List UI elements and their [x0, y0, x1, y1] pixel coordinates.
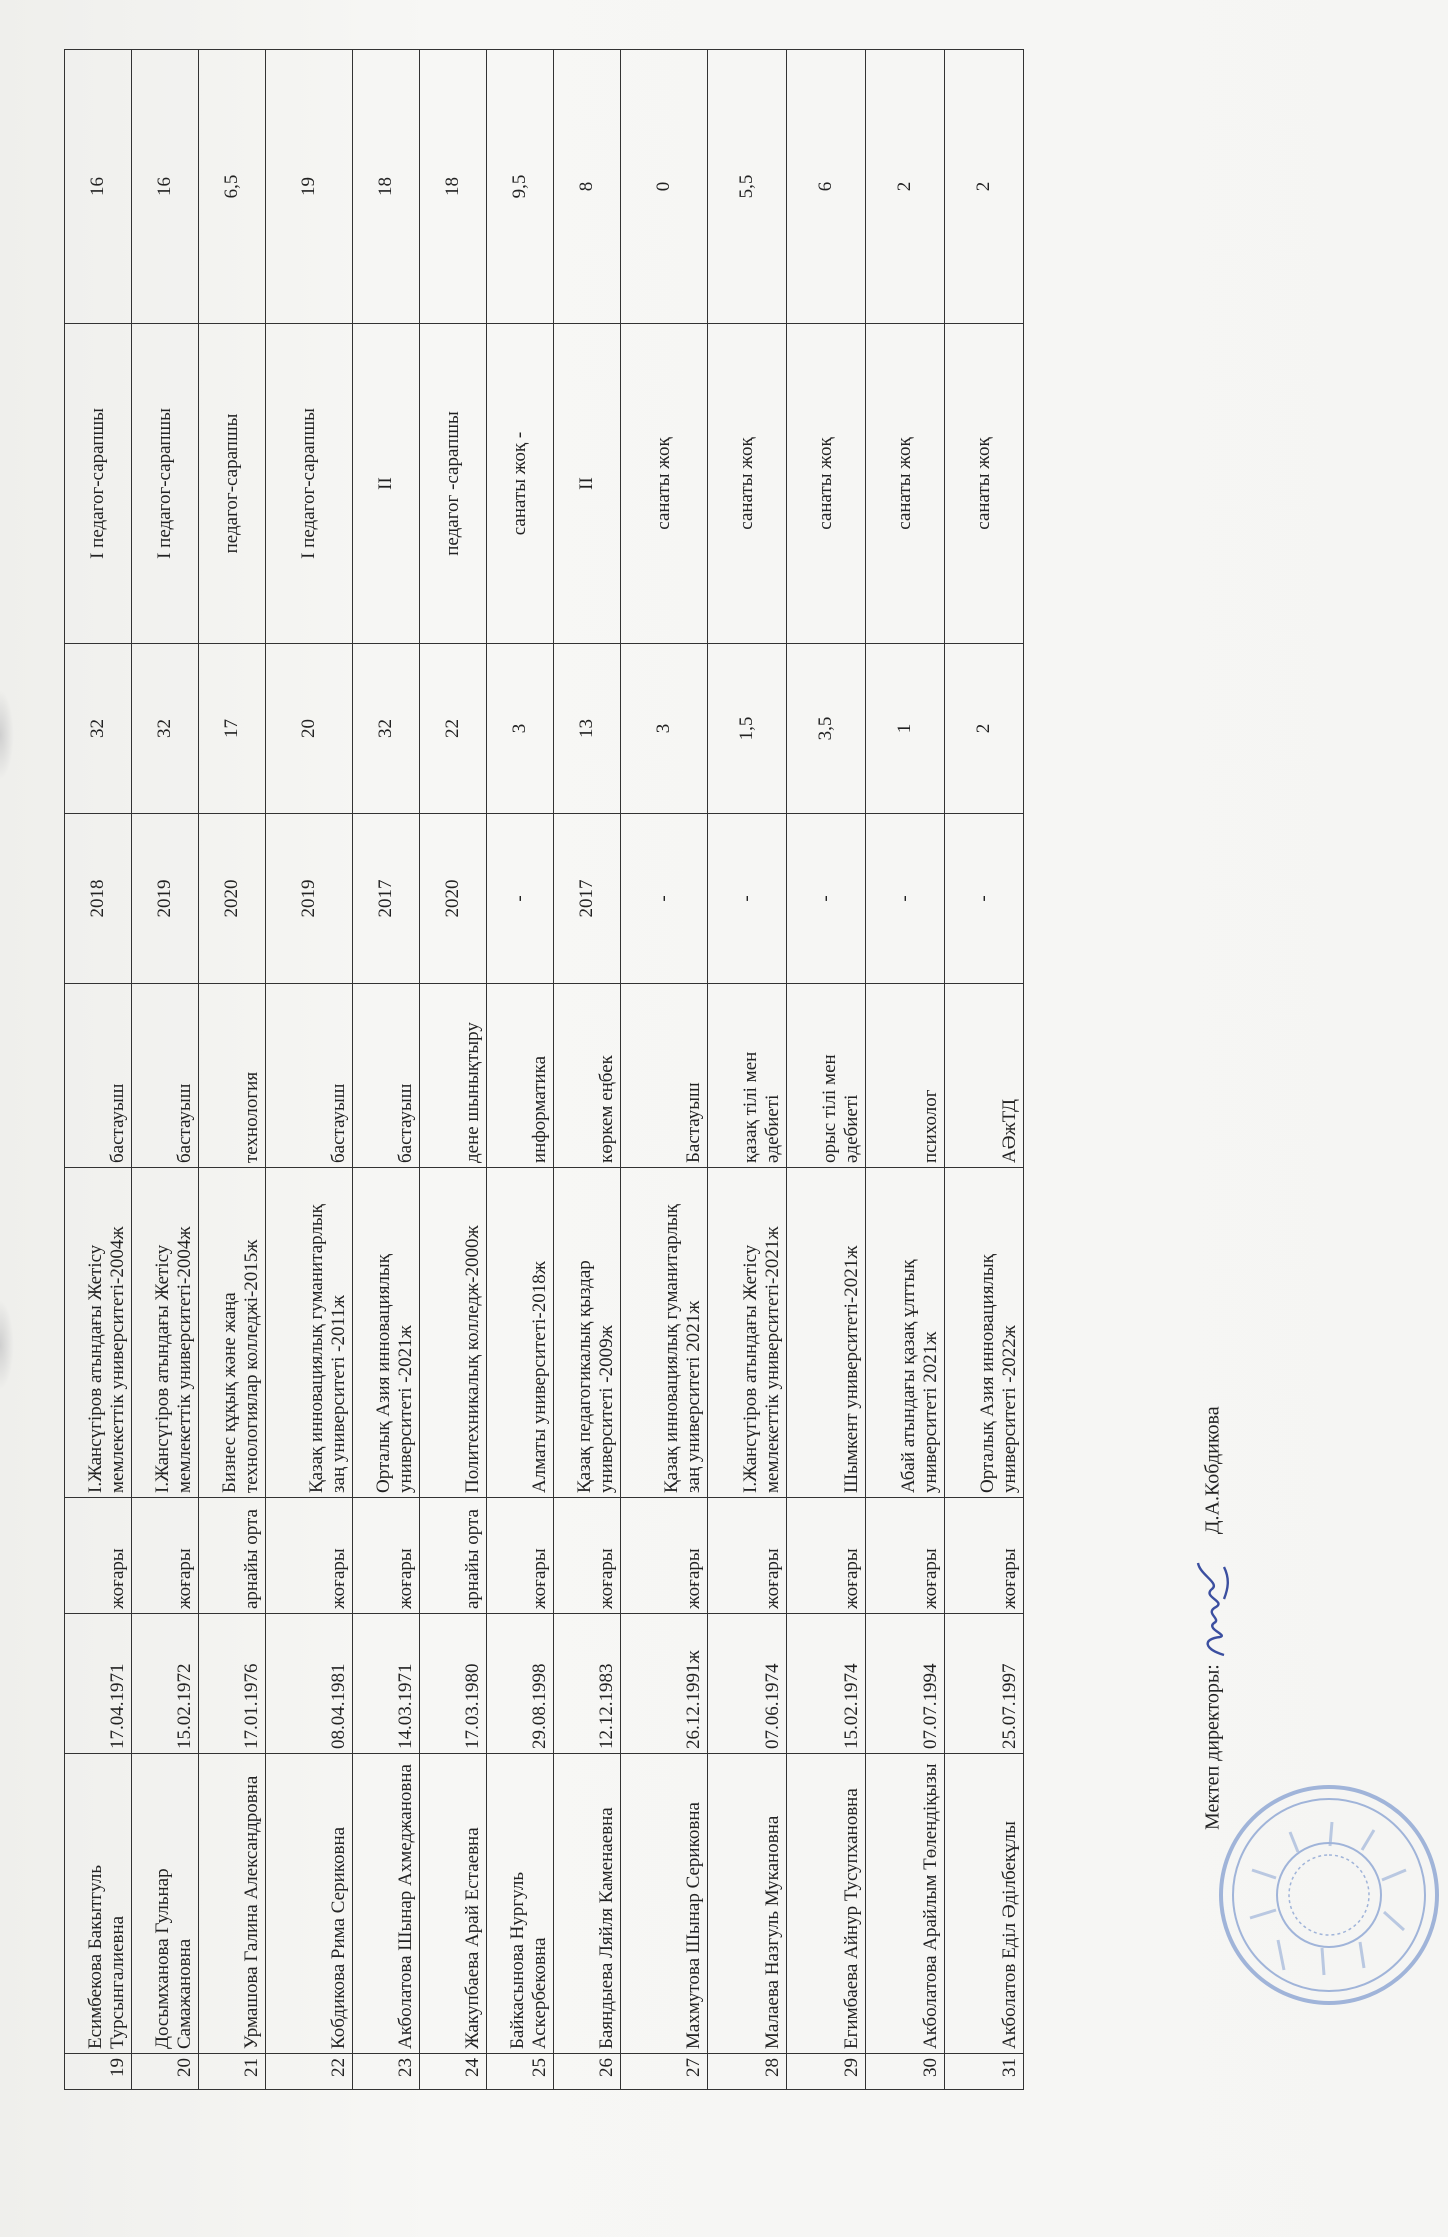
edu-cell: жоғары: [621, 1498, 708, 1614]
edu-cell: жоғары: [132, 1498, 199, 1614]
inst-line2: университеті 2021ж: [920, 1331, 941, 1493]
category-cell: ІІ: [353, 324, 420, 644]
subject-cell: [787, 984, 866, 1168]
year-cell: 2017: [554, 814, 621, 984]
edu-cell: жоғары: [945, 1498, 1024, 1614]
name-line1: Кобдикова Рима Сериковна: [328, 1826, 349, 2049]
name-cell: [199, 1754, 266, 2054]
inst-line1: І.Жансүгіров атындағы Жетісу: [740, 1244, 761, 1493]
name-cell: [554, 1754, 621, 2054]
birth-cell: 17.01.1976: [199, 1614, 266, 1754]
edu-cell: жоғары: [787, 1498, 866, 1614]
subject-line1: қазақ тілі мен: [740, 1051, 761, 1163]
name-line1: Махмутова Шынар Сериковна: [683, 1802, 704, 2049]
exp-cell: 17: [199, 644, 266, 814]
year-cell: 2018: [65, 814, 132, 984]
category-cell: І педагог-сарапшы: [266, 324, 353, 644]
subject-line2: АӘжТД: [999, 1099, 1020, 1163]
edu-cell: жоғары: [266, 1498, 353, 1614]
table-row: [487, 50, 554, 2090]
inst-line2: заң университеті 2021ж: [683, 1300, 704, 1493]
table-row: [945, 50, 1024, 2090]
inst-line2: мемлекеттік университеті-2004ж: [107, 1226, 128, 1493]
category-cell: І педагог-сарапшы: [65, 324, 132, 644]
year-cell: -: [708, 814, 787, 984]
name-line1: Акболатова Арайлым Төлендіқызы: [920, 1763, 941, 2049]
subject-line2: көркем еңбек: [596, 1055, 617, 1163]
category-cell: санаты жоқ: [621, 324, 708, 644]
year-cell: -: [945, 814, 1024, 984]
exp-cell: 32: [132, 644, 199, 814]
inst-cell: [708, 1168, 787, 1498]
name-line1: Акболатова Шынар Ахмеджановна: [395, 1764, 416, 2049]
name-cell: [487, 1754, 554, 2054]
hours-cell: 16: [132, 50, 199, 324]
edu-cell: жоғары: [554, 1498, 621, 1614]
inst-line2: заң университеті -2011ж: [328, 1295, 349, 1493]
subject-cell: [866, 984, 945, 1168]
birth-cell: 25.07.1997: [945, 1614, 1024, 1754]
birth-cell: 26.12.1991ж: [621, 1614, 708, 1754]
name-cell: [266, 1754, 353, 2054]
hours-cell: 6,5: [199, 50, 266, 324]
no-cell: 30: [866, 2054, 945, 2090]
birth-cell: 12.12.1983: [554, 1614, 621, 1754]
subject-cell: [945, 984, 1024, 1168]
no-cell: 24: [420, 2054, 487, 2090]
inst-line1: Политехникалық колледж-2000ж: [462, 1225, 483, 1493]
table-row: [420, 50, 487, 2090]
category-cell: санаты жоқ: [866, 324, 945, 644]
staff-table: [64, 49, 1024, 2090]
category-cell: санаты жоқ: [708, 324, 787, 644]
director-name: Д.А.Кобдикова: [1201, 1406, 1224, 1535]
inst-line2: университеті -2009ж: [596, 1325, 617, 1493]
inst-cell: [266, 1168, 353, 1498]
subject-cell: [621, 984, 708, 1168]
rotated-sheet: [64, 50, 1364, 2090]
edu-cell: жоғары: [353, 1498, 420, 1614]
exp-cell: 3: [487, 644, 554, 814]
hours-cell: 2: [866, 50, 945, 324]
exp-cell: 1: [866, 644, 945, 814]
subject-line2: әдебиеті: [841, 1094, 862, 1163]
no-cell: 20: [132, 2054, 199, 2090]
birth-cell: 07.06.1974: [708, 1614, 787, 1754]
table-row: [65, 50, 132, 2090]
birth-cell: 15.02.1972: [132, 1614, 199, 1754]
school-seal-stamp: [1214, 1780, 1444, 2010]
table-row: [353, 50, 420, 2090]
inst-cell: [787, 1168, 866, 1498]
category-cell: педагог -сарапшы: [420, 324, 487, 644]
exp-cell: 32: [353, 644, 420, 814]
name-cell: [353, 1754, 420, 2054]
subject-cell: [266, 984, 353, 1168]
year-cell: -: [487, 814, 554, 984]
inst-cell: [353, 1168, 420, 1498]
inst-line1: Бизнес құқық және жаңа: [219, 1292, 240, 1493]
year-cell: -: [866, 814, 945, 984]
subject-line2: дене шынықтыру: [462, 1022, 483, 1163]
category-cell: І педагог-сарапшы: [132, 324, 199, 644]
exp-cell: 13: [554, 644, 621, 814]
hours-cell: 18: [420, 50, 487, 324]
name-cell: [945, 1754, 1024, 2054]
name-line2: Турсынгалиевна: [107, 1915, 128, 2049]
no-cell: 19: [65, 2054, 132, 2090]
subject-line2: Бастауыш: [683, 1082, 704, 1163]
inst-line1: Қазақ педагогикалық қыздар: [574, 1260, 595, 1493]
table-row: [708, 50, 787, 2090]
handwritten-signature: [1194, 1539, 1234, 1659]
subject-line2: бастауыш: [174, 1083, 195, 1163]
name-cell: [132, 1754, 199, 2054]
subject-line2: бастауыш: [107, 1083, 128, 1163]
table-row: [866, 50, 945, 2090]
no-cell: 23: [353, 2054, 420, 2090]
name-cell: [420, 1754, 487, 2054]
director-label: Мектеп директоры:: [1201, 1664, 1224, 1830]
hours-cell: 8: [554, 50, 621, 324]
edu-cell: жоғары: [487, 1498, 554, 1614]
no-cell: 31: [945, 2054, 1024, 2090]
table-row: [199, 50, 266, 2090]
inst-line1: Қазақ инновациялық гуманитарлық: [661, 1204, 682, 1493]
no-cell: 28: [708, 2054, 787, 2090]
inst-cell: [621, 1168, 708, 1498]
hours-cell: 19: [266, 50, 353, 324]
inst-line1: Абай атындағы қазақ ұлттық: [898, 1259, 919, 1493]
table-row: [132, 50, 199, 2090]
inst-line1: Орталық Азия инновациялық: [373, 1254, 394, 1493]
hours-cell: 2: [945, 50, 1024, 324]
subject-line2: информатика: [529, 1055, 550, 1163]
name-line1: Байкасынова Нургуль Аскербековна: [507, 1872, 550, 2049]
name-cell: [708, 1754, 787, 2054]
inst-cell: [420, 1168, 487, 1498]
hours-cell: 18: [353, 50, 420, 324]
edu-cell: арнайы орта: [199, 1498, 266, 1614]
name-line1: Урмашова Галина Александровна: [241, 1775, 262, 2049]
inst-cell: [132, 1168, 199, 1498]
birth-cell: 07.07.1994: [866, 1614, 945, 1754]
inst-cell: [487, 1168, 554, 1498]
name-line1: Акболатов Еділ Әділбекұлы: [999, 1821, 1020, 2049]
inst-line1: Алматы университеті-2018ж: [529, 1261, 550, 1493]
inst-cell: [65, 1168, 132, 1498]
edu-cell: арнайы орта: [420, 1498, 487, 1614]
table-row: [787, 50, 866, 2090]
hours-cell: 5,5: [708, 50, 787, 324]
subject-cell: [708, 984, 787, 1168]
subject-cell: [487, 984, 554, 1168]
name-cell: [621, 1754, 708, 2054]
subject-cell: [199, 984, 266, 1168]
inst-cell: [945, 1168, 1024, 1498]
inst-line1: І.Жансүгіров атындағы Жетісу: [85, 1244, 106, 1493]
signature-line: [1194, 1406, 1234, 1830]
scan-shadow: [0, 690, 14, 780]
inst-line1: Қазақ инновациялық гуманитарлық: [306, 1204, 327, 1493]
exp-cell: 32: [65, 644, 132, 814]
category-cell: санаты жоқ: [945, 324, 1024, 644]
no-cell: 29: [787, 2054, 866, 2090]
inst-line2: Шымкент университеті-2021ж: [841, 1245, 862, 1493]
subject-cell: [420, 984, 487, 1168]
inst-line2: технологиялар колледжі-2015ж: [241, 1239, 262, 1493]
birth-cell: 15.02.1974: [787, 1614, 866, 1754]
subject-line2: психолог: [920, 1089, 941, 1163]
year-cell: 2019: [132, 814, 199, 984]
no-cell: 22: [266, 2054, 353, 2090]
category-cell: санаты жоқ -: [487, 324, 554, 644]
edu-cell: жоғары: [708, 1498, 787, 1614]
exp-cell: 1,5: [708, 644, 787, 814]
inst-cell: [866, 1168, 945, 1498]
category-cell: санаты жоқ: [787, 324, 866, 644]
exp-cell: 3,5: [787, 644, 866, 814]
birth-cell: 17.04.1971: [65, 1614, 132, 1754]
category-cell: педагог-сарапшы: [199, 324, 266, 644]
exp-cell: 20: [266, 644, 353, 814]
birth-cell: 17.03.1980: [420, 1614, 487, 1754]
birth-cell: 29.08.1998: [487, 1614, 554, 1754]
inst-line1: Орталық Азия инновациялық: [977, 1254, 998, 1493]
name-line1: Есимбекова Бакытгуль: [85, 1865, 106, 2049]
inst-line2: университеті -2022ж: [999, 1325, 1020, 1493]
subject-line2: әдебиеті: [762, 1094, 783, 1163]
inst-line2: мемлекеттік университеті-2004ж: [174, 1226, 195, 1493]
subject-cell: [554, 984, 621, 1168]
subject-line1: орыс тілі мен: [819, 1054, 840, 1163]
hours-cell: 16: [65, 50, 132, 324]
subject-line2: технология: [241, 1071, 262, 1163]
name-line1: Баяндыева Ляйля Каменаевна: [596, 1807, 617, 2049]
table-row: [266, 50, 353, 2090]
year-cell: 2020: [420, 814, 487, 984]
name-cell: [787, 1754, 866, 2054]
exp-cell: 22: [420, 644, 487, 814]
year-cell: 2019: [266, 814, 353, 984]
no-cell: 21: [199, 2054, 266, 2090]
name-cell: [866, 1754, 945, 2054]
no-cell: 26: [554, 2054, 621, 2090]
year-cell: 2020: [199, 814, 266, 984]
name-line1: Малаева Назгуль Мукановна: [762, 1815, 783, 2049]
year-cell: -: [621, 814, 708, 984]
subject-line2: бастауыш: [395, 1083, 416, 1163]
inst-cell: [199, 1168, 266, 1498]
name-line1: Жакупбаева Арай Естаевна: [462, 1827, 483, 2049]
inst-line1: І.Жансүгіров атындағы Жетісу: [152, 1244, 173, 1493]
exp-cell: 3: [621, 644, 708, 814]
scan-shadow: [0, 1300, 14, 1390]
hours-cell: 6: [787, 50, 866, 324]
category-cell: ІІ: [554, 324, 621, 644]
birth-cell: 14.03.1971: [353, 1614, 420, 1754]
subject-cell: [65, 984, 132, 1168]
table-row: [554, 50, 621, 2090]
subject-cell: [353, 984, 420, 1168]
table-row: [621, 50, 708, 2090]
name-line1: Досымханова Гульнар Самажановна: [152, 1868, 195, 2049]
edu-cell: жоғары: [866, 1498, 945, 1614]
year-cell: -: [787, 814, 866, 984]
inst-line2: мемлекеттік университеті-2021ж: [762, 1226, 783, 1493]
subject-cell: [132, 984, 199, 1168]
inst-line2: университеті -2021ж: [395, 1325, 416, 1493]
no-cell: 27: [621, 2054, 708, 2090]
birth-cell: 08.04.1981: [266, 1614, 353, 1754]
no-cell: 25: [487, 2054, 554, 2090]
subject-line2: бастауыш: [328, 1083, 349, 1163]
hours-cell: 9,5: [487, 50, 554, 324]
inst-cell: [554, 1168, 621, 1498]
name-cell: [65, 1754, 132, 2054]
edu-cell: жоғары: [65, 1498, 132, 1614]
hours-cell: 0: [621, 50, 708, 324]
name-line1: Егимбаева Айнур Тусупхановна: [841, 1788, 862, 2049]
exp-cell: 2: [945, 644, 1024, 814]
year-cell: 2017: [353, 814, 420, 984]
